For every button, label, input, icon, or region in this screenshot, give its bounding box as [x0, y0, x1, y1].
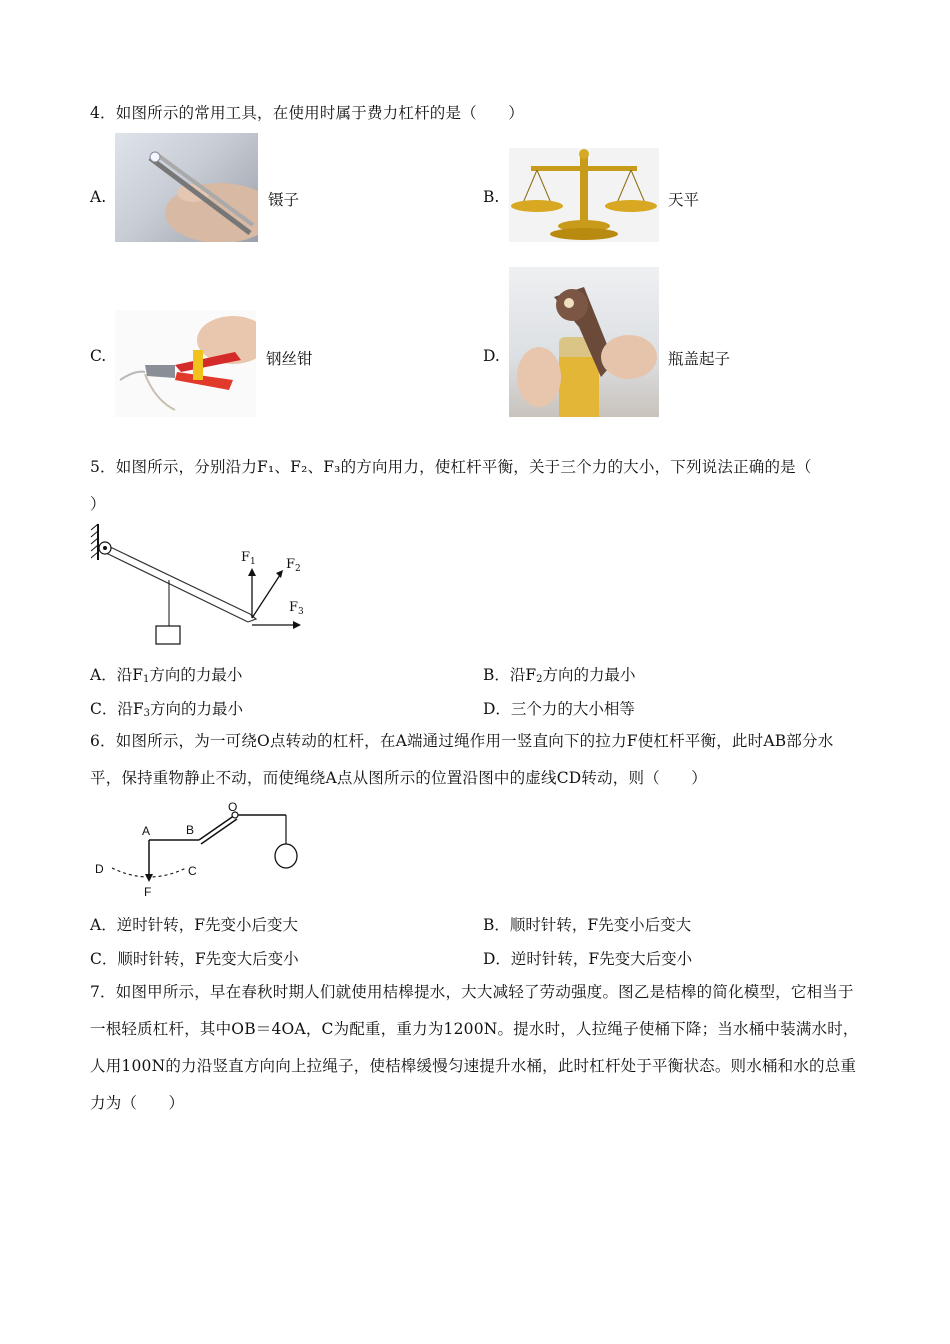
q4-option-c-label: 钢丝钳	[266, 350, 313, 368]
q6-lever-figure	[90, 800, 320, 900]
q5-stem-text: 5．如图所示，分别沿力F₁、F₂、F₃的方向用力，使杠杆平衡，关于三个力的大小，下列说法正确的是（	[90, 458, 812, 476]
q6-option-a: A．逆时针转，F先变小后变大	[90, 916, 298, 934]
q6-stem: 6．如图所示，为一可绕O点转动的杠杆，在A端通过绳作用一竖直向下的拉力F使杠杆平衡，此时AB部分水平，保持重物静止不动，而使绳绕A点从图所示的位置沿图中的虚线CD转动，则（ ）	[90, 732, 834, 787]
q5-stem	[90, 449, 860, 523]
q7-stem: 7．如图甲所示，早在春秋时期人们就使用桔槔提水，大大减轻了劳动强度。图乙是桔槔的简化模型，它相当于一根轻质杠杆，其中OB＝4OA，C为配重，重力为1200N。提水时，人拉绳子使桶下降；当水桶中装满水时，人用100N的力沿竖直方向向上拉绳子，使桔槔缓慢匀速提升水桶，此时杠杆处于平衡状态。则水桶和水的总重力为（ ）	[90, 983, 859, 1112]
q4-option-a-letter: A.	[90, 188, 107, 206]
q5-lever-arm	[104, 544, 250, 622]
q4-stem: 4．如图所示的常用工具，在使用时属于费力杠杆的是（ ）	[90, 104, 524, 122]
q4-option-d-letter: D.	[483, 347, 500, 365]
q6-label-b: B	[186, 823, 195, 837]
q4-option-a-label: 镊子	[268, 191, 300, 209]
q6-option-d: D．逆时针转，F先变大后变小	[483, 950, 693, 968]
q4-option-c-letter: C.	[90, 347, 107, 365]
q5-f2-arrow	[252, 575, 280, 618]
q5-lever-figure	[90, 522, 320, 652]
q6-label-d: D	[95, 862, 104, 876]
q6-label-f: F	[144, 885, 152, 899]
q6-weight	[275, 844, 297, 868]
q4-option-d-label: 瓶盖起子	[668, 350, 731, 368]
q5-option-c: C．沿$F_3$方向的力最小	[90, 700, 244, 719]
balance-scale-photo	[509, 148, 659, 242]
wire-pliers-photo	[115, 310, 256, 417]
q6-option-c: C．顺时针转，F先变大后变小	[90, 950, 299, 968]
q4-option-b-label: 天平	[668, 191, 700, 209]
q5-f3-label: $F_3$	[289, 600, 304, 617]
q4-option-b-letter: B.	[483, 188, 500, 206]
q5-f2-label: $F_2$	[286, 557, 301, 574]
q5-option-a: A．沿$F_1$方向的力最小	[90, 666, 243, 685]
q6-option-b: B．顺时针转，F先变小后变大	[483, 916, 692, 934]
q5-option-b: B．沿$F_2$方向的力最小	[483, 666, 636, 685]
q5-option-d: D．三个力的大小相等	[483, 700, 635, 718]
q6-label-c: C	[188, 864, 197, 878]
bottle-opener-photo	[509, 267, 659, 417]
q6-bo-segment	[199, 815, 235, 840]
q5-f1-label: $F_1$	[241, 550, 256, 567]
q6-label-o: O	[228, 800, 238, 814]
q6-label-a: A	[142, 824, 151, 838]
q5-weight	[156, 626, 180, 644]
tweezers-photo	[115, 133, 258, 242]
q5-stem-end: ）	[90, 495, 106, 513]
